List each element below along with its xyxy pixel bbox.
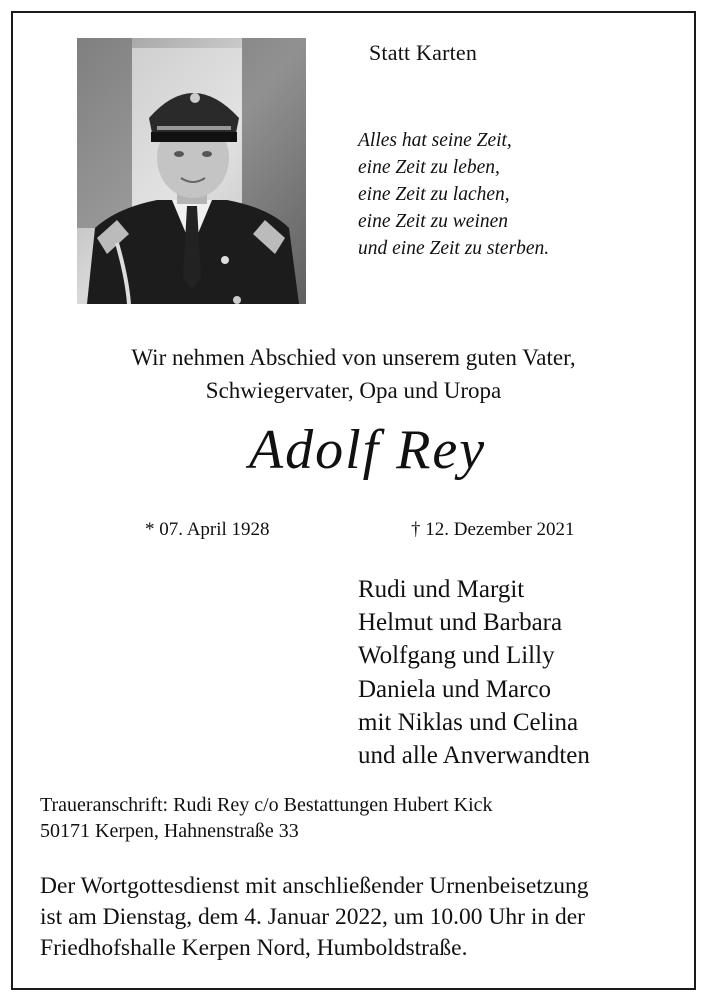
birth-date: * 07. April 1928 <box>145 519 270 540</box>
mourning-address <box>40 792 493 844</box>
service-line-1: Der Wortgottesdienst mit anschließender Urnenbeisetzung <box>40 873 589 899</box>
service-line-3: Friedhofshalle Kerpen Nord, Humboldstraße. <box>40 935 468 961</box>
list-item: und alle Anverwandten <box>358 742 590 770</box>
death-date: † 12. Dezember 2021 <box>411 519 575 540</box>
list-item: mit Niklas und Celina <box>358 708 579 736</box>
mourners-list <box>358 573 590 772</box>
statt-karten-label: Statt Karten <box>369 40 478 65</box>
deceased-name: Adolf Rey <box>248 419 487 481</box>
poem <box>358 127 549 262</box>
farewell-intro <box>0 341 707 407</box>
intro-line-1: Wir nehmen Abschied von unserem guten Vater, <box>131 345 576 370</box>
address-line-2: 50171 Kerpen, Hahnenstraße 33 <box>40 820 299 842</box>
list-item: Helmut und Barbara <box>358 609 563 637</box>
service-line-2: ist am Dienstag, dem 4. Januar 2022, um 10.00 Uhr in der <box>40 904 585 930</box>
list-item: Rudi und Margit <box>358 576 525 603</box>
poem-line: eine Zeit zu leben, <box>358 157 500 178</box>
service-info <box>40 871 588 964</box>
address-line-1: Traueranschrift: Rudi Rey c/o Bestattungen Hubert Kick <box>40 794 493 816</box>
poem-line: Alles hat seine Zeit, <box>358 130 512 151</box>
poem-line: eine Zeit zu lachen, <box>358 184 510 205</box>
list-item: Daniela und Marco <box>358 675 551 703</box>
intro-line-2: Schwiegervater, Opa und Uropa <box>205 378 502 403</box>
poem-line: eine Zeit zu weinen <box>358 211 509 232</box>
list-item: Wolfgang und Lilly <box>358 642 555 670</box>
portrait-photo <box>77 38 306 304</box>
poem-line: und eine Zeit zu sterben. <box>358 238 550 259</box>
